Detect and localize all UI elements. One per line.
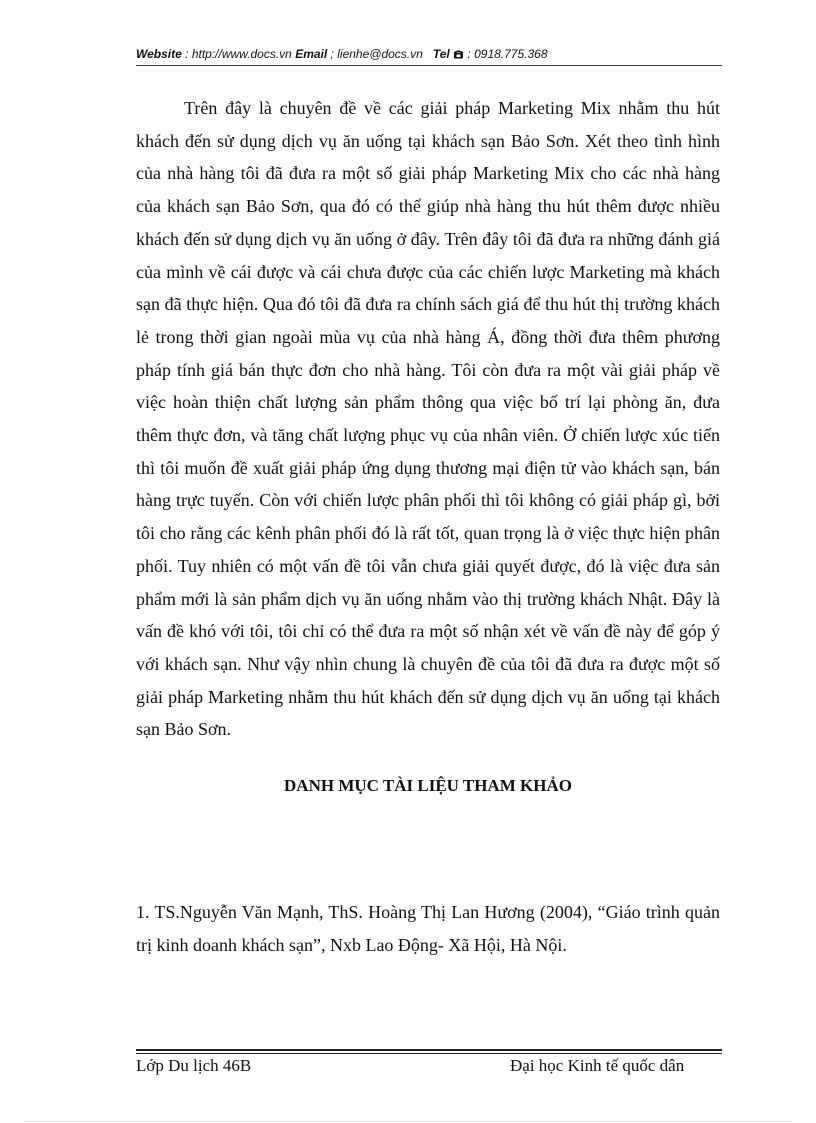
reference-item: 1. TS.Nguyễn Văn Mạnh, ThS. Hoàng Thị Lan Hương (2004), “Giáo trình quản trị kinh doanh khách sạn”, Nxb Lao Động- Xã Hội, Hà Nội. — [136, 902, 720, 955]
email-label: Email — [295, 47, 328, 61]
phone-icon — [453, 47, 464, 61]
tel-separator: : — [464, 47, 475, 61]
footer-divider-thick — [136, 1049, 722, 1051]
footer-class-name: Lớp Du lịch 46B — [136, 1056, 252, 1075]
email-address: lienhe@docs.vn — [337, 47, 423, 61]
header-divider — [136, 65, 722, 66]
page-header — [136, 47, 722, 61]
website-url: http://www.docs.vn — [191, 47, 292, 61]
references-heading: DANH MỤC TÀI LIỆU THAM KHẢO — [284, 776, 572, 795]
website-label: Website — [136, 47, 182, 61]
footer-divider-thin — [136, 1053, 722, 1054]
footer-university: Đại học Kinh tế quốc dân — [510, 1056, 685, 1075]
website-separator: : — [181, 47, 192, 61]
conclusion-paragraph: Trên đây là chuyên đề về các giải pháp Marketing Mix nhằm thu hút khách đến sử dụng dịch vụ ăn uống tại khách sạn Bảo Sơn. Xét theo tình hình của nhà hàng tôi đã đưa ra một số giải pháp Marketing Mix cho các nhà hàng của khách sạn Bảo Sơn, qua đó có thể giúp nhà hàng thu hút thêm được nhiều khách đến sử dụng dịch vụ ăn uống ở đây. Trên đây tôi đã đưa ra những đánh giá của mình về cái được và cái chưa được của các chiến lược Marketing mà khách sạn đã thực hiện. Qua đó tôi đã đưa ra chính sách giá để thu hút thị trường khách lẻ trong thời gian ngoài mùa vụ của nhà hàng Á, đồng thời đưa thêm phương pháp tính giá bán thực đơn cho nhà hàng. Tôi còn đưa ra một vài giải pháp về việc hoàn thiện chất lượng sản phẩm thông qua việc bố trí lại phòng ăn, đưa thêm thực đơn, và tăng chất lượng phục vụ của nhân viên. Ở chiến lược xúc tiến thì tôi muốn đề xuất giải pháp ứng dụng thương mại điện tử vào khách sạn, bán hàng trực tuyến. Còn với chiến lược phân phối thì tôi không có giải pháp gì, bởi tôi cho rằng các kênh phân phối đó là rất tốt, quan trọng là ở việc thực hiện phân phối. Tuy nhiên có một vấn đề tôi vẫn chưa giải quyết được, đó là việc đưa sản phẩm mới là sản phẩm dịch vụ ăn uống nhằm vào thị trường khách Nhật. Đây là vấn đề khó với tôi, tôi chỉ có thể đưa ra một số nhận xét về vấn đề này để góp ý với khách sạn. Như vậy nhìn chung là chuyên đề của tôi đã đưa ra được một số giải pháp Marketing nhằm thu hút khách đến sử dụng dịch vụ ăn uống tại khách sạn Bảo Sơn. — [136, 98, 720, 740]
tel-label: Tel — [432, 47, 450, 61]
page-bottom-edge — [24, 1121, 792, 1122]
email-separator: ; — [327, 47, 338, 61]
tel-number: 0918.775.368 — [474, 47, 548, 61]
